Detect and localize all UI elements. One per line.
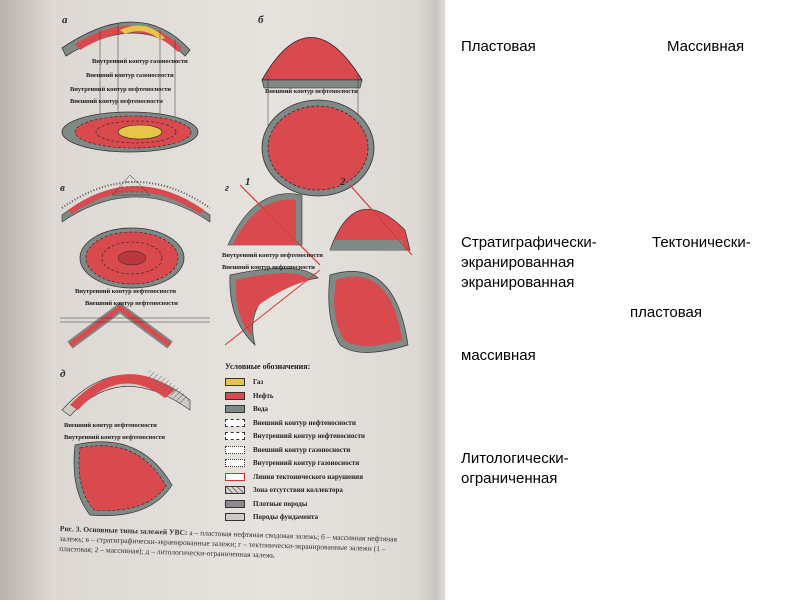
diagram-a-section — [62, 22, 190, 120]
legend-swatch — [225, 513, 245, 521]
legend-item — [225, 484, 343, 496]
label-tect-line1: Тектонически- — [652, 234, 751, 251]
legend-label: Линия тектонического нарушения — [253, 472, 363, 481]
figure-label-b: б — [258, 14, 264, 26]
diagram-b-map — [262, 100, 374, 196]
legend-swatch — [225, 419, 245, 427]
label-lito-line1: Литологически- — [461, 450, 569, 467]
legend-title: Условные обозначения: — [225, 362, 311, 371]
contour-label: Внутренний контур нефтеносности — [222, 252, 323, 259]
diagram-g1-map — [225, 268, 320, 345]
figure-label-1: 1 — [245, 176, 251, 188]
legend-item — [225, 430, 365, 442]
legend-label: Внутренний контур нефтеносности — [253, 432, 365, 440]
diagram-d-section — [62, 370, 190, 416]
contour-label: Внешний контур нефтеносности — [85, 300, 178, 307]
label-tect-line3: пластовая — [630, 304, 703, 321]
legend-item — [225, 498, 307, 510]
legend-label: Газ — [253, 378, 264, 386]
label-tect-line4: массивная — [461, 347, 536, 364]
legend-item — [225, 376, 263, 388]
contour-label: Внешний контур нефтеносности — [64, 422, 157, 429]
legend-label: Плотные породы — [253, 499, 308, 508]
diagram-v-lower — [60, 308, 210, 345]
diagram-v-map — [80, 228, 184, 288]
contour-label: Внутренний контур нефтеносности — [64, 434, 165, 441]
diagram-v-section — [62, 175, 210, 222]
contour-label: Внешний контур нефтеносности — [70, 98, 163, 105]
contour-label: Внешний контур газоносности — [86, 72, 174, 79]
legend-swatch — [225, 473, 245, 481]
contour-label: Внутренний контур нефтеносности — [70, 86, 171, 93]
contour-label: Внутренний контур газоносности — [92, 58, 188, 65]
legend-label: Вода — [253, 405, 269, 413]
caption-body: а – пластовая нефтяная сводовая залежь; б – массивная нефтяная залежь; в – стратиграфически-экранированные залежи; г – тектонически-экранированные залежи (1 – пластовая; 2 – массивная); д – литологически-ограниченная залежь — [59, 528, 398, 560]
contour-label: Внешний контур нефтеносности — [265, 88, 358, 95]
legend-swatch — [225, 459, 245, 467]
legend-label: Нефть — [253, 391, 274, 400]
legend-item — [225, 444, 350, 456]
legend-item — [225, 403, 268, 415]
figure-label-d: д — [60, 368, 66, 380]
legend-label: Внешний контур нефтеносности — [253, 418, 356, 427]
legend-item — [225, 390, 274, 402]
caption-title: Рис. 3. Основные типы залежей УВС: — [59, 524, 188, 538]
contour-label: Внутренний контур нефтеносности — [75, 288, 176, 295]
label-plastovaya: Пластовая — [461, 38, 536, 55]
diagram-d-map — [74, 442, 172, 516]
legend-swatch — [225, 392, 245, 400]
contour-label: Внешний контур нефтеносности — [222, 264, 315, 271]
label-massivnaya: Массивная — [667, 38, 745, 55]
legend-label: Внутренний контур газоносности — [253, 459, 360, 467]
legend-label: Породы фундамента — [253, 513, 319, 521]
label-tect-line2: экранированная — [461, 274, 575, 291]
legend-swatch — [225, 405, 245, 413]
legend-label: Внешний контур газоносности — [253, 445, 351, 454]
label-strat-line2: экранированная — [461, 254, 575, 271]
legend-swatch — [225, 432, 245, 440]
diagram-g2-map — [329, 271, 408, 352]
legend-swatch — [225, 378, 245, 386]
legend-item — [225, 417, 356, 429]
label-lito-line2: ограниченная — [461, 470, 558, 487]
figure-label-2: 2 — [340, 176, 346, 188]
legend-swatch — [225, 500, 245, 508]
legend-item — [225, 471, 363, 483]
figure-label-a: а — [62, 14, 68, 26]
legend-swatch — [225, 446, 245, 454]
diagram-g2-section — [330, 185, 412, 255]
label-strat-line1: Стратиграфически- — [461, 234, 597, 251]
legend-swatch — [225, 486, 245, 494]
figure-label-v: в — [60, 182, 65, 194]
legend-item — [225, 511, 318, 523]
diagram-a-map — [62, 112, 198, 152]
legend-item — [225, 457, 359, 469]
figure-label-g: г — [225, 182, 230, 194]
legend-label: Зона отсутствия коллектора — [253, 486, 343, 494]
